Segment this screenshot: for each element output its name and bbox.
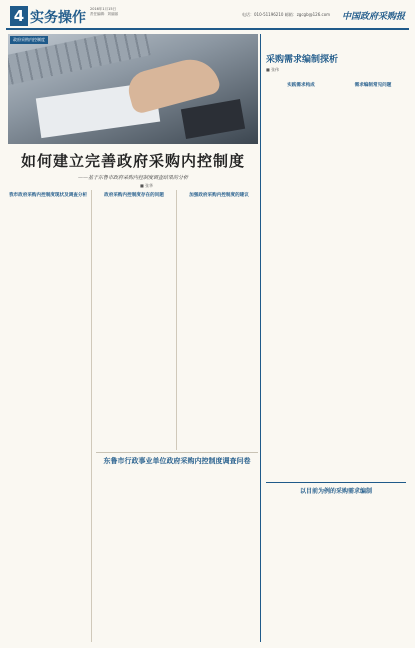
- page-number: 4: [10, 6, 28, 26]
- masthead-logo: 中国政府采购报: [342, 12, 406, 22]
- contact-info: 电话：010-51196210 邮箱：zgcgb@126.com: [242, 12, 331, 17]
- calculator-shape: [181, 99, 245, 139]
- article-title: 如何建立完善政府采购内控制度: [20, 152, 245, 170]
- article-subtitle: ——基于东鲁市政府采购内控制度调查结果的分析: [77, 175, 188, 181]
- column-divider: [176, 190, 177, 450]
- section-heading-2: 政府采购内控制度存在的问题: [104, 193, 164, 198]
- sidebar-divider: [260, 34, 261, 642]
- sidebar-column-1: [266, 80, 336, 340]
- article-column-1: [8, 190, 88, 642]
- survey-box: [96, 452, 258, 642]
- article-column-3: [179, 190, 259, 450]
- sidebar-heading-1: 实践需求构成: [287, 83, 315, 88]
- section-title: 实务操作: [30, 10, 86, 26]
- editor: 责任编辑：刘丽丽: [90, 12, 118, 16]
- article-byline: ■ 张华: [140, 183, 154, 188]
- survey-title: 东鲁市行政事业单位政府采购内控制度调查问卷: [103, 456, 251, 465]
- sidebar-article: [262, 34, 410, 642]
- sidebar-column-2: [338, 80, 408, 340]
- section-heading-1: 我市政府采购内控制度现状及调查分析: [8, 193, 88, 198]
- sidebar-author: ■ 张伟: [266, 67, 280, 72]
- header-meta: [90, 7, 170, 17]
- section-heading-3: 加强政府采购内控制度的建议: [189, 193, 249, 198]
- sidebar-title: 采购需求编制探析: [266, 55, 339, 65]
- issue-date: 2016年1月15日: [90, 7, 117, 11]
- sidebar-box-title: 以目前为例的采购需求编制: [299, 488, 372, 495]
- column-divider: [91, 190, 92, 642]
- sidebar-heading-2: 需求编制常见问题: [354, 83, 392, 88]
- sidebar-box-rule: [266, 482, 406, 483]
- photo-tag: 政府采购内控制度: [10, 36, 48, 44]
- article-photo: [8, 34, 258, 144]
- article-column-2: [94, 190, 174, 450]
- page-header: [6, 4, 409, 30]
